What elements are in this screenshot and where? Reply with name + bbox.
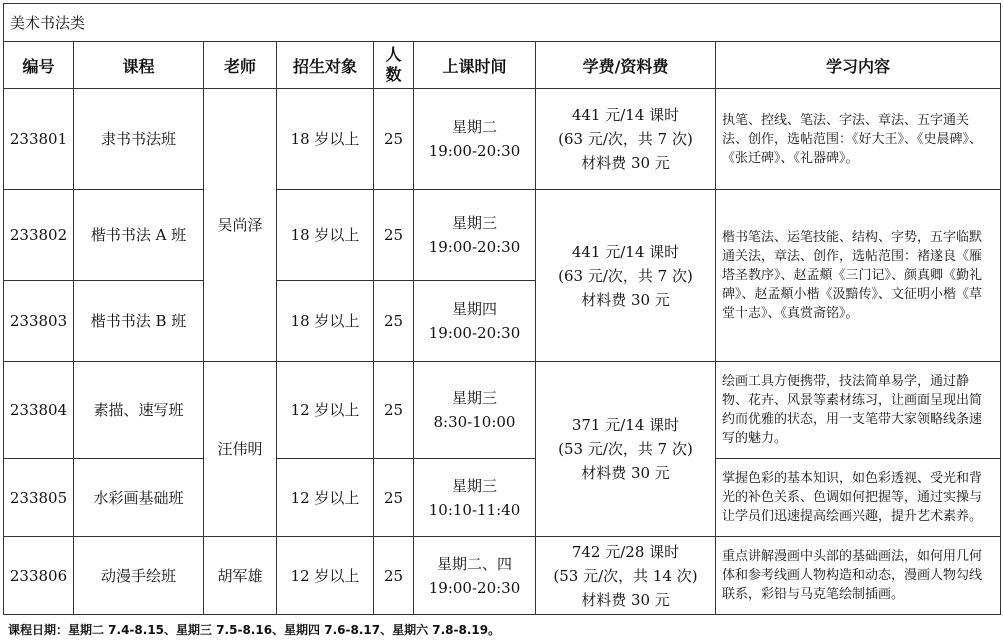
table-row	[4, 89, 1001, 190]
table-row	[4, 362, 1001, 459]
course-schedule	[3, 3, 1000, 615]
class-day: 星期二、四	[436, 554, 512, 573]
table-row	[4, 537, 1001, 615]
fee-total: 441 元/14 课时	[571, 106, 680, 124]
fee-per-session: (53 元/次，共 14 次)	[553, 566, 698, 585]
content-cell: 掌握色彩的基本知识，如色彩透视、受光和背光的补色关系、色调如何把握等，通过实操与让学员们迅速提高绘画兴趣，提升艺术素养。	[716, 459, 1001, 537]
class-hours: 19:00-20:30	[428, 142, 521, 160]
category-title: 美术书法类	[4, 4, 1001, 42]
fee-cell	[536, 89, 716, 190]
course-name: 素描、速写班	[74, 362, 204, 459]
header-id: 编号	[4, 42, 74, 89]
fee-cell	[536, 537, 716, 615]
class-hours: 10:10-11:40	[428, 500, 521, 519]
teacher-cell: 吴尚泽	[204, 89, 277, 362]
target-age: 12 岁以上	[277, 537, 374, 615]
fee-total: 371 元/14 课时	[571, 416, 680, 434]
header-count-line-2: 数	[385, 65, 402, 84]
course-id: 233802	[4, 190, 74, 281]
fee-total: 742 元/28 课时	[571, 542, 680, 561]
content-cell: 执笔、控线、笔法、字法、章法、五字通关法、创作，选帖范围：《好大王》、《史晨碑》、《张迁碑》、《礼器碑》。	[716, 89, 1001, 190]
header-target: 招生对象	[277, 42, 374, 89]
teacher-cell: 胡军雄	[204, 537, 277, 615]
class-time	[414, 362, 536, 459]
category-row	[4, 4, 1001, 42]
header-course: 课程	[74, 42, 204, 89]
class-time	[414, 190, 536, 281]
course-table	[3, 3, 1001, 615]
fee-materials: 材料费 30 元	[581, 464, 670, 482]
target-age: 12 岁以上	[277, 362, 374, 459]
class-size: 25	[374, 362, 414, 459]
table-row	[4, 459, 1001, 537]
fee-total: 441 元/14 课时	[571, 242, 680, 261]
class-size: 25	[374, 281, 414, 362]
class-hours: 19:00-20:30	[428, 324, 521, 342]
target-age: 12 岁以上	[277, 459, 374, 537]
course-name: 水彩画基础班	[74, 459, 204, 537]
course-id: 233803	[4, 281, 74, 362]
fee-per-session: (63 元/次，共 7 次)	[558, 130, 693, 148]
class-time	[414, 89, 536, 190]
class-time	[414, 459, 536, 537]
class-day: 星期二	[451, 118, 497, 136]
course-id: 233805	[4, 459, 74, 537]
course-name: 楷书书法 B 班	[74, 281, 204, 362]
fee-materials: 材料费 30 元	[581, 290, 670, 309]
class-day: 星期三	[451, 389, 497, 407]
header-content: 学习内容	[716, 42, 1001, 89]
class-hours: 8:30-10:00	[433, 413, 516, 431]
fee-per-session: (63 元/次，共 7 次)	[558, 266, 693, 285]
class-size: 25	[374, 537, 414, 615]
fee-cell	[536, 190, 716, 362]
content-cell: 楷书笔法、运笔技能、结构、字势，五字临默通关法，章法、创作，选帖范围：褚遂良《雁塔圣教序》、赵孟頫《三门记》、颜真卿《勤礼碑》、赵孟頫小楷《汲黯传》、文征明小楷《草堂十志》、《真赏斋铭》。	[716, 190, 1001, 362]
course-name: 隶书书法班	[74, 89, 204, 190]
header-fee: 学费/资料费	[536, 42, 716, 89]
class-time	[414, 537, 536, 615]
content-cell: 重点讲解漫画中头部的基础画法，如何用几何体和参考线画人物构造和动态，漫画人物勾线联系，彩铅与马克笔绘制插画。	[716, 537, 1001, 615]
class-day: 星期四	[451, 300, 497, 318]
class-size: 25	[374, 89, 414, 190]
class-size: 25	[374, 459, 414, 537]
content-cell: 绘画工具方便携带，技法简单易学，通过静物、花卉、风景等素材练习，让画面呈现出简约而优雅的状态，用一支笔带大家领略线条速写的魅力。	[716, 362, 1001, 459]
target-age: 18 岁以上	[277, 281, 374, 362]
class-day: 星期三	[451, 214, 497, 232]
table-row	[4, 190, 1001, 281]
class-hours: 19:00-20:30	[428, 238, 521, 256]
course-dates-note: 课程日期：星期二 7.4-8.15、星期三 7.5-8.16、星期四 7.6-8.17、星期六 7.8-8.19。	[8, 623, 501, 637]
course-name: 楷书书法 A 班	[74, 190, 204, 281]
class-hours: 19:00-20:30	[428, 578, 521, 597]
course-name: 动漫手绘班	[74, 537, 204, 615]
class-size: 25	[374, 190, 414, 281]
course-id: 233801	[4, 89, 74, 190]
header-teacher: 老师	[204, 42, 277, 89]
header-row	[4, 42, 1001, 89]
teacher-cell: 汪伟明	[204, 362, 277, 537]
fee-materials: 材料费 30 元	[581, 154, 670, 172]
header-time: 上课时间	[414, 42, 536, 89]
header-count	[374, 42, 414, 89]
header-count-line-1: 人	[385, 45, 402, 64]
course-id: 233804	[4, 362, 74, 459]
target-age: 18 岁以上	[277, 89, 374, 190]
fee-materials: 材料费 30 元	[581, 590, 670, 609]
class-day: 星期三	[451, 476, 497, 495]
course-id: 233806	[4, 537, 74, 615]
fee-cell	[536, 362, 716, 537]
target-age: 18 岁以上	[277, 190, 374, 281]
class-time	[414, 281, 536, 362]
fee-per-session: (53 元/次，共 7 次)	[558, 440, 693, 458]
